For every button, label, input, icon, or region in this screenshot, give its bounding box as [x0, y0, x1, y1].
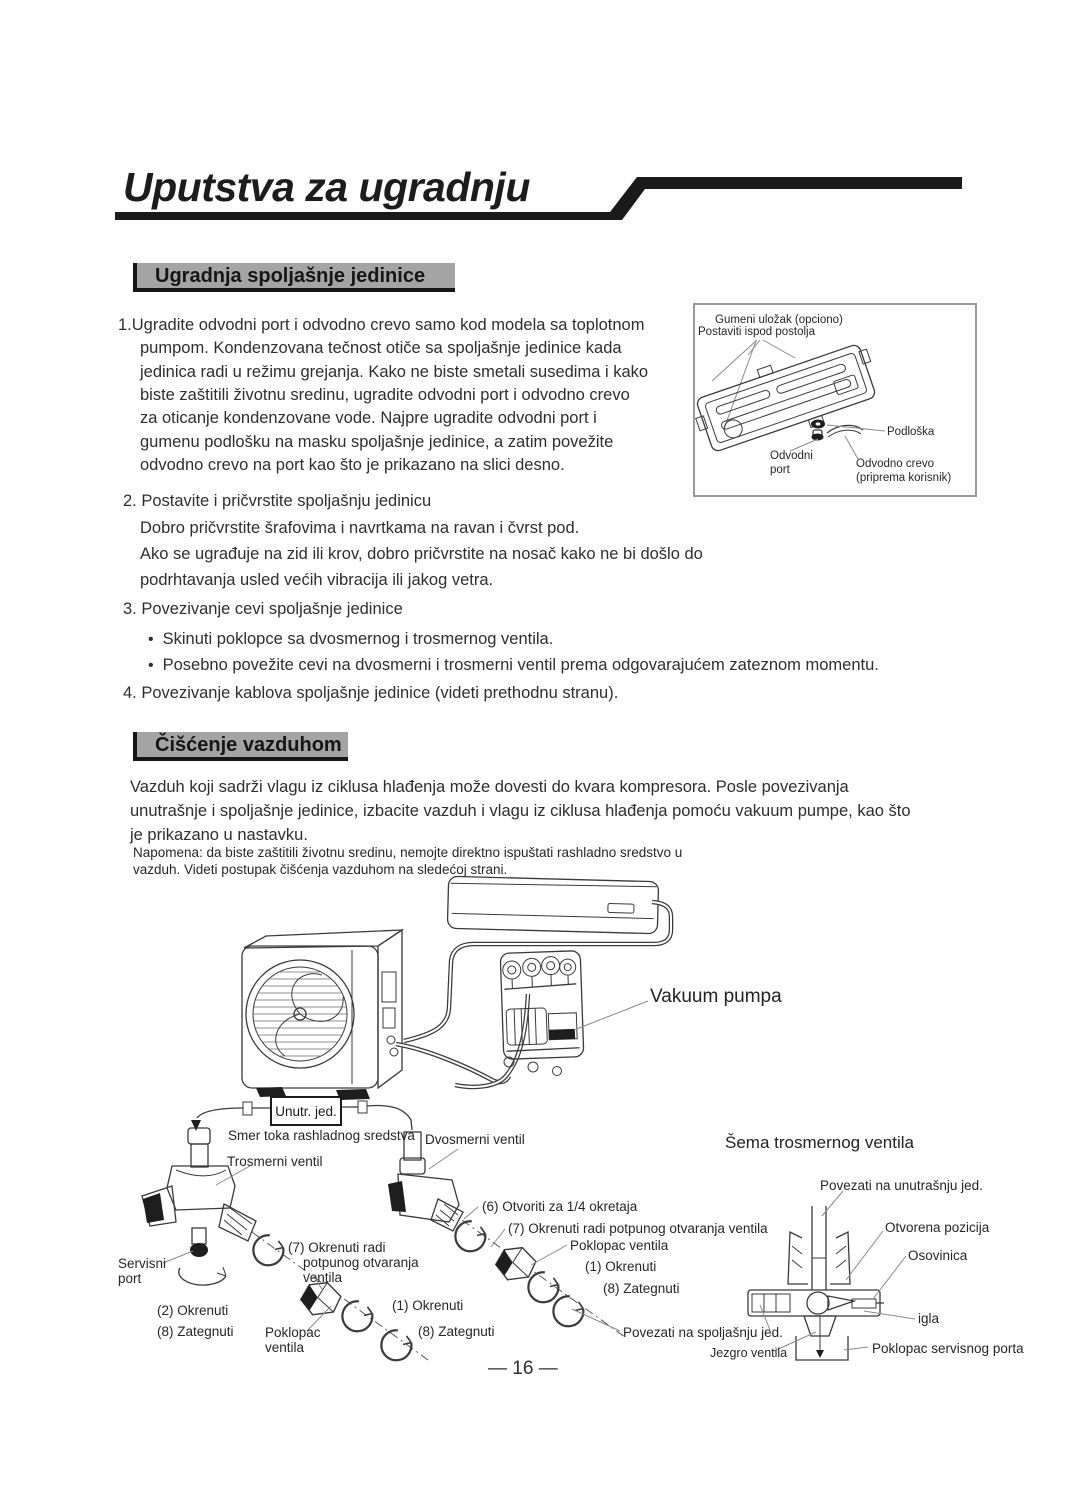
left-open7-label3: ventila	[303, 1270, 343, 1285]
section2-line: unutrašnje i spoljašnje jedinice, izbacite vazduh i vlagu iz ciklusa hlađenja pomoću vakuum pumpe, kao što	[130, 802, 911, 820]
note-line: vazduh. Videti postupak čišćenja vazduhom na sledećoj strani.	[133, 862, 508, 877]
item1-line: gumenu podlošku na masku spoljašnje jedinice, a zatim povežite	[140, 433, 614, 451]
vacuum-pump-label: Vakuum pumpa	[650, 986, 782, 1007]
mid-turn1-label: (1) Okrenuti	[392, 1298, 464, 1313]
item3-label: 3. Povezivanje cevi spoljašnje jedinice	[123, 600, 403, 618]
valve-core-label: Jezgro ventila	[710, 1346, 788, 1360]
section2-line: je prikazano u nastavku.	[130, 826, 308, 844]
connect-outdoor-label: Povezati na spoljašnju jed.	[623, 1325, 783, 1340]
item1-line: 1.Ugradite odvodni port i odvodno crevo samo kod modela sa toplotnom	[118, 316, 645, 334]
item1-line: za oticanje kondenzovane vode. Najpre ugradite odvodni port i	[140, 409, 597, 427]
two-way-valve-label: Dvosmerni ventil	[425, 1132, 525, 1147]
item1-line: biste zaštitili životnu sredinu, ugradite odvodni port i odvodno crevo	[140, 386, 630, 404]
right-open6-label: (6) Otvoriti za 1/4 okretaja	[482, 1199, 638, 1214]
figure-label-drain-port: Odvodni	[770, 450, 813, 462]
page-number: — 16 —	[488, 1358, 558, 1379]
right-valve-cap-label: Poklopac ventila	[570, 1238, 669, 1253]
item3-bullet: • Posebno povežite cevi na dvosmerni i trosmerni ventil prema odgovarajućem zateznom momentu.	[148, 656, 879, 675]
page-title: Uputstva za ugradnju	[123, 164, 530, 210]
service-cap-label: Poklopac servisnog porta	[872, 1341, 1024, 1356]
flow-direction-label: Smer toka rashladnog sredstva	[228, 1128, 415, 1143]
mid-tighten8-label: (8) Zategnuti	[418, 1324, 495, 1339]
figure-label-washer: Podloška	[887, 426, 935, 438]
service-port-label2: port	[118, 1271, 142, 1286]
item1-line: jedinica radi u režimu grejanja. Kako ne biste smetali susedima i kako	[140, 363, 649, 381]
left-open7-label: (7) Okrenuti radi	[288, 1240, 386, 1255]
item2-line: 2. Postavite i pričvrstite spoljašnju jedinicu	[123, 492, 432, 510]
schema-title: Šema trosmernog ventila	[725, 1133, 914, 1152]
service-port-label: Servisni	[118, 1256, 167, 1271]
item3-bullet: • Skinuti poklopce sa dvosmernog i trosmernog ventila.	[148, 630, 553, 649]
figure-label-rubber-pad: Gumeni uložak (opciono)	[715, 314, 843, 326]
right-turn1-label: (1) Okrenuti	[585, 1259, 657, 1274]
left-open7-label2: potpunog otvaranja	[303, 1255, 419, 1270]
item2-line: Ako se ugrađuje na zid ili krov, dobro pričvrstite na nosač kako ne bi došlo do	[140, 545, 703, 563]
figure-label-rubber-pad2: Postaviti ispod postolja	[698, 326, 815, 338]
section2-title: Čišćenje vazduhom	[155, 734, 342, 756]
indoor-unit-box: Unutr. jed.	[270, 1096, 342, 1126]
left-tighten8-label: (8) Zategnuti	[157, 1324, 234, 1339]
left-valve-cap-label: Poklopac	[265, 1325, 321, 1340]
left-valve-cap-label2: ventila	[265, 1340, 305, 1355]
item1-line: pumpom. Kondenzovana tečnost otiče sa spoljašnje jedinice kada	[140, 339, 622, 357]
needle-label: igla	[918, 1311, 940, 1326]
spindle-label: Osovinica	[908, 1248, 968, 1263]
three-way-valve-label: Trosmerni ventil	[227, 1154, 323, 1169]
figure-label-drain-port2: port	[770, 464, 790, 476]
right-open7-label: (7) Okrenuti radi potpunog otvaranja ventila	[508, 1221, 768, 1236]
right-tighten8-label: (8) Zategnuti	[603, 1281, 680, 1296]
section1-title: Ugradnja spoljašnje jedinice	[155, 265, 426, 287]
item2-line: Dobro pričvrstite šrafovima i navrtkama na ravan i čvrst pod.	[140, 519, 580, 537]
figure-label-drain-hose: Odvodno crevo	[856, 458, 934, 470]
open-position-label: Otvorena pozicija	[885, 1220, 990, 1235]
left-turn2-label: (2) Okrenuti	[157, 1303, 229, 1318]
figure-label-drain-hose2: (priprema korisnik)	[856, 472, 952, 484]
note-line: Napomena: da biste zaštitili životnu sredinu, nemojte direktno ispuštati rashladno sredstvo u	[133, 845, 683, 860]
item1-line: odvodno crevo na port kao što je prikazano na slici desno.	[140, 456, 565, 474]
item4-label: 4. Povezivanje kablova spoljašnje jedinice (videti prethodnu stranu).	[123, 684, 619, 702]
connect-indoor-label: Povezati na unutrašnju jed.	[820, 1178, 983, 1193]
item2-line: podrhtavanja usled većih vibracija ili jakog vetra.	[140, 571, 494, 589]
section2-line: Vazduh koji sadrži vlagu iz ciklusa hlađenja može dovesti do kvara kompresora. Posle povezivanja	[130, 778, 849, 796]
